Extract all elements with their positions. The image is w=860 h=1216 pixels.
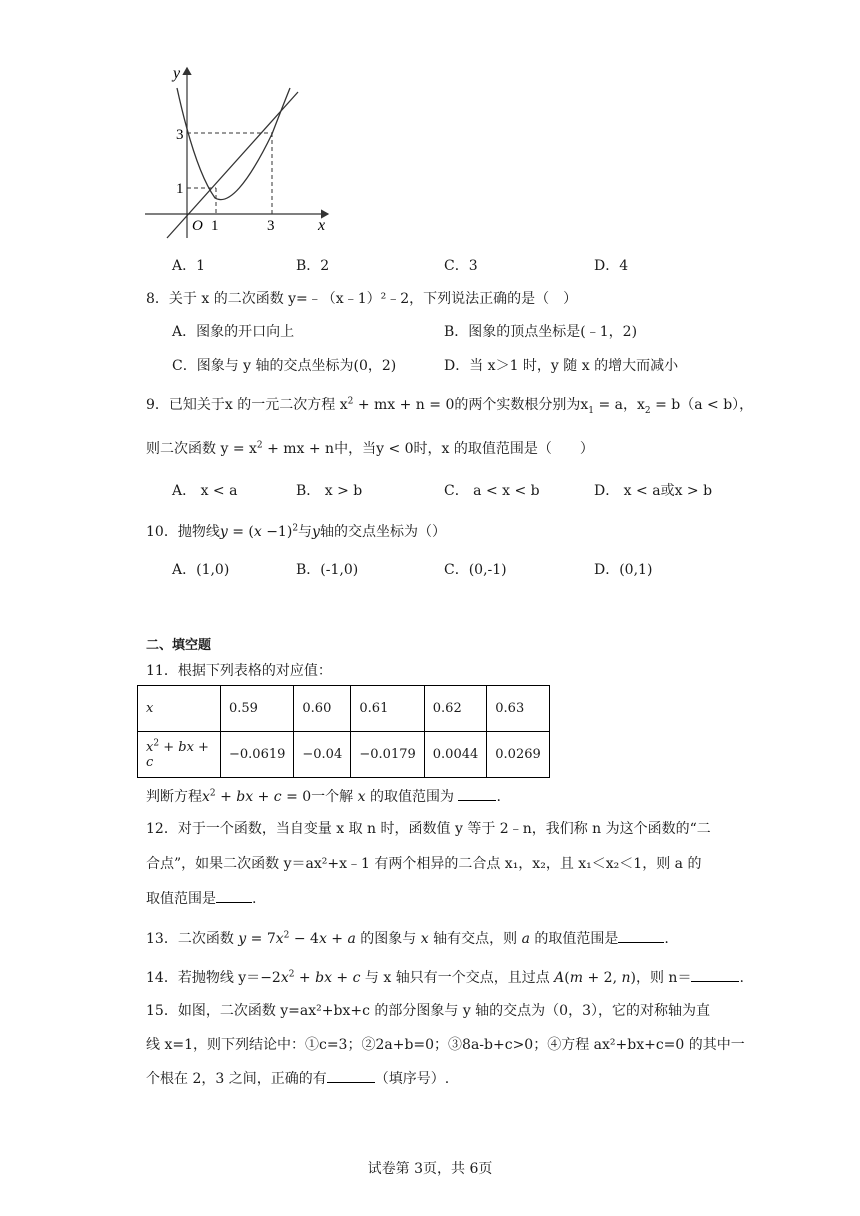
q9-equation: $x^2$ + mx + n = 0	[339, 396, 455, 413]
table-cell: −0.04	[294, 732, 351, 778]
q11-stem: 11．根据下列表格的对应值：	[146, 663, 332, 679]
q7-option-d[interactable]: D．4	[594, 258, 629, 274]
q9-root2: $x_2 = b(a < b)$，	[637, 397, 754, 416]
q9-text-2: 的两个实数根分别为	[454, 397, 581, 413]
q10-option-a[interactable]: A．(1,0)	[172, 562, 230, 578]
q12-line2: 合点”，如果二次函数 y＝ax²+x﹣1 有两个相异的二合点 x₁，x₂，且 x₁＜x₂＜1，则 a 的	[146, 856, 702, 872]
table-cell: 0.62	[424, 686, 487, 732]
q7-option-a[interactable]: A．1	[172, 258, 206, 274]
q12-line1: 12．对于一个函数，当自变量 x 取 n 时，函数值 y 等于 2﹣n，我们称 n 为这个函数的“二	[146, 821, 711, 837]
table-head-expr: $x^2$ + bx + c	[138, 732, 221, 778]
table-cell: 0.61	[351, 686, 424, 732]
page-footer: 试卷第 3页，共 6页	[367, 1161, 493, 1177]
x-tick-1: 1	[211, 218, 219, 234]
q9-line2	[146, 438, 594, 458]
q14-line: 14．若抛物线 $y=-2x^2$ + bx + c 与 x 轴只有一个交点，且过点 A(m + 2, n)，则 n＝ .	[146, 967, 744, 987]
table-cell: 0.0269	[487, 732, 550, 778]
q11-tail: 判断方程$x^2$ + bx + c = 0一个解 x 的取值范围为 .	[146, 786, 501, 806]
table-row	[138, 732, 550, 778]
values-table	[137, 685, 550, 778]
q12-answer-blank[interactable]	[216, 888, 252, 903]
q9-option-a[interactable]: A． x < a	[172, 483, 238, 499]
q9-text-7: x 的取值范围是（ ）	[441, 441, 594, 457]
q9-root1: $x_1 = a$	[580, 397, 623, 416]
q9-condition: y < 0	[376, 441, 414, 457]
q9-num: 9．已知关于	[146, 397, 225, 413]
q9-text-4: 则二次函数	[146, 441, 216, 457]
q10-stem: 10．抛物线$y = (x -1)^2$与y轴的交点坐标为（）	[146, 523, 446, 540]
x-axis-label: x	[318, 217, 326, 234]
q9-comma: ，	[623, 397, 637, 413]
q10-option-b[interactable]: B．(-1,0)	[296, 562, 359, 578]
q9-text-5: 中，当	[334, 441, 377, 457]
q9-option-d[interactable]: D． x < a或x > b	[594, 483, 713, 499]
q14-answer-blank[interactable]	[691, 967, 739, 982]
q13-answer-blank[interactable]	[618, 928, 664, 943]
q8-stem: 8．关于 x 的二次函数 y=﹣（x﹣1）²﹣2，下列说法正确的是（ ）	[146, 291, 578, 307]
x-tick-3: 3	[267, 218, 275, 234]
section-title: 二、填空题	[146, 638, 212, 653]
q8-option-b[interactable]: B．图象的顶点坐标是(﹣1，2)	[444, 324, 638, 340]
q9-text-1: x 的一元二次方程	[224, 397, 336, 413]
q11-answer-blank[interactable]	[458, 786, 496, 801]
y-tick-1: 1	[176, 181, 184, 197]
q9-text-6: 时，	[413, 441, 442, 457]
y-axis-label: y	[173, 65, 181, 82]
table-cell: 0.59	[221, 686, 294, 732]
q8-option-c[interactable]: C．图象与 y 轴的交点坐标为(0，2)	[172, 358, 397, 374]
q15-line2: 线 x=1，则下列结论中：①c=3；②2a+b=0；③8a-b+c>0；④方程 ax²+bx+c=0 的其中一	[146, 1037, 745, 1053]
q8-option-a[interactable]: A．图象的开口向上	[172, 324, 295, 340]
q7-option-c[interactable]: C．3	[444, 258, 478, 274]
q12-line3: 取值范围是 .	[146, 888, 256, 908]
table-cell: 0.0044	[424, 732, 487, 778]
q15-answer-blank[interactable]	[327, 1068, 375, 1083]
q9-line1	[146, 394, 753, 414]
q10-option-c[interactable]: C．(0,-1)	[444, 562, 507, 578]
q9-option-c[interactable]: C． a < x < b	[444, 483, 540, 499]
q7-option-b[interactable]: B．2	[296, 258, 330, 274]
parabola-curve	[177, 88, 290, 200]
table-cell: −0.0619	[221, 732, 294, 778]
y-tick-3: 3	[176, 127, 184, 143]
origin-label: O	[192, 218, 203, 234]
table-cell: 0.60	[294, 686, 351, 732]
q15-line1: 15．如图，二次函数 y=ax²+bx+c 的部分图象与 y 轴的交点为（0，3），它的对称轴为直	[146, 1003, 710, 1019]
table-row	[138, 686, 550, 732]
table-head-x: x	[138, 686, 221, 732]
q15-line3: 个根在 2，3 之间，正确的有 （填序号）.	[146, 1068, 449, 1088]
table-cell: −0.0179	[351, 732, 424, 778]
q9-function: $y = x^2$ + mx + n	[220, 440, 335, 457]
q13-line: 13．二次函数 $y = 7x^2 - 4x + a$ 的图象与 x 轴有交点，则 a 的取值范围是 .	[146, 928, 669, 948]
table-cell: 0.63	[487, 686, 550, 732]
q9-option-b[interactable]: B． x > b	[296, 483, 363, 499]
q8-option-d[interactable]: D．当 x＞1 时，y 随 x 的增大而减小	[444, 358, 679, 374]
q10-option-d[interactable]: D．(0,1)	[594, 562, 653, 578]
parabola-line-graph	[140, 60, 340, 240]
